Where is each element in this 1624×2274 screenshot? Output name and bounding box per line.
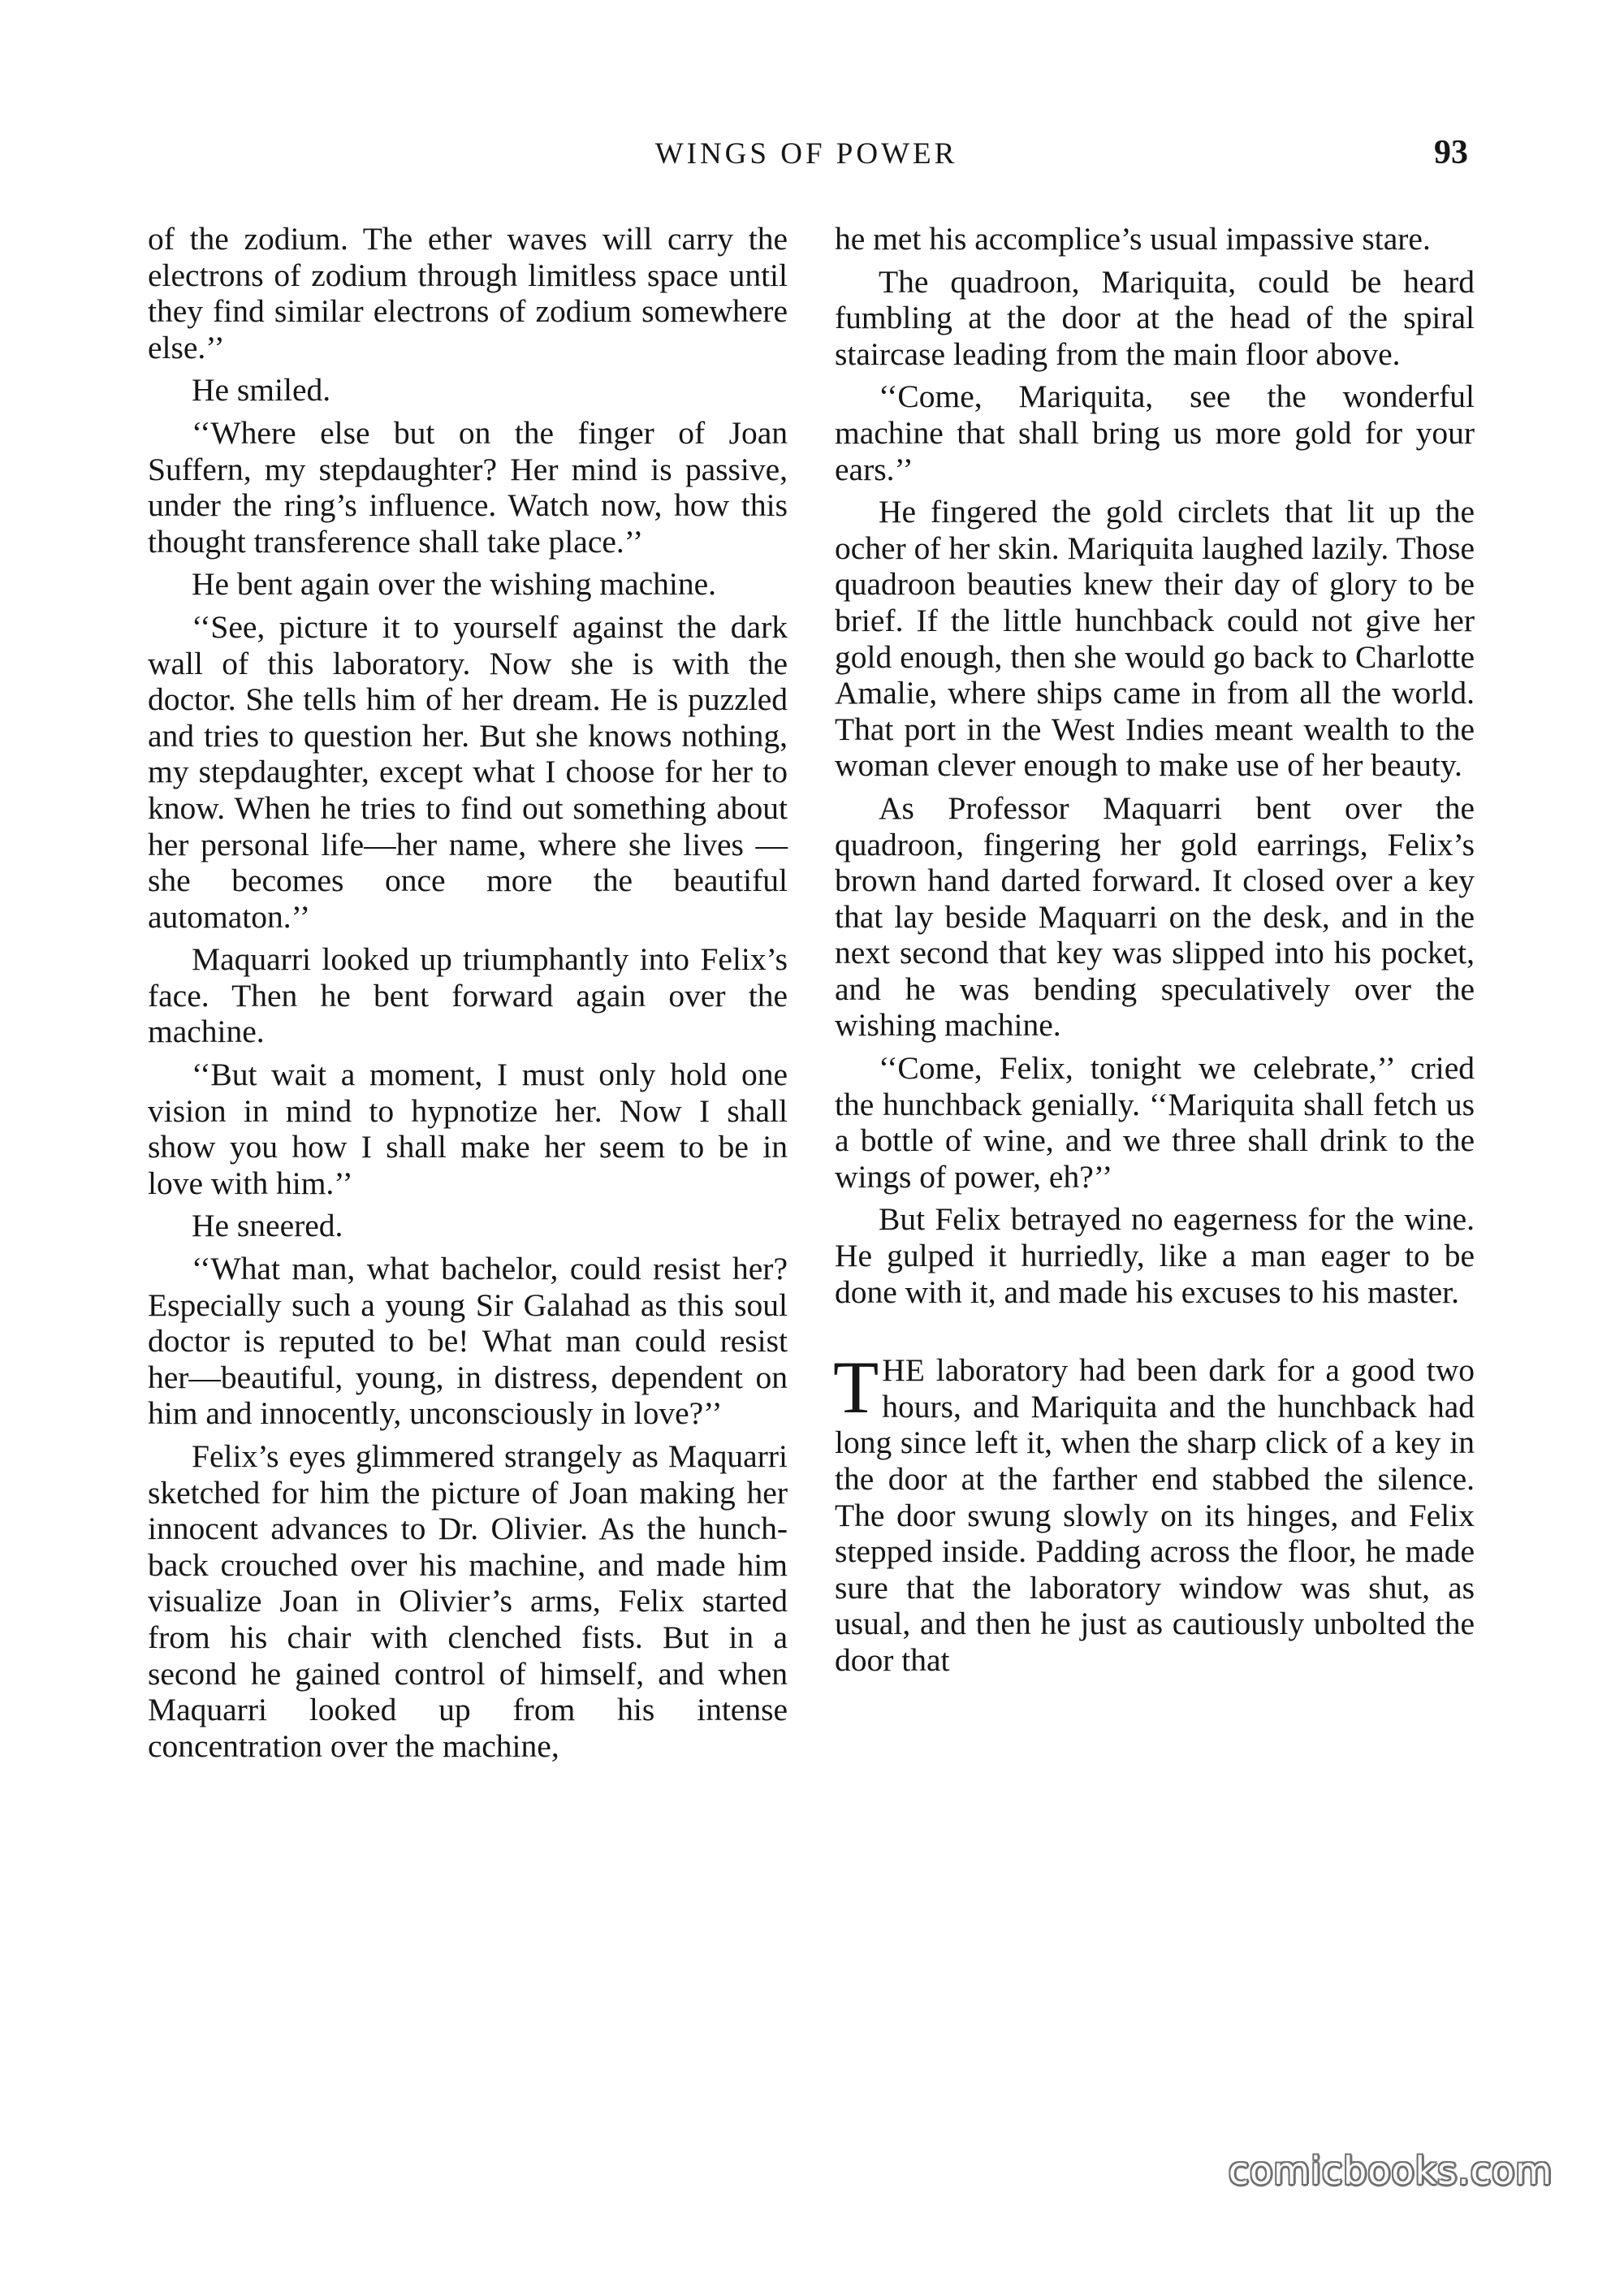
paragraph: Maquarri looked up triumphantly into Felix’s face. Then he bent forward again over the machine.: [148, 941, 788, 1050]
paragraph: He smiled.: [192, 372, 331, 409]
right-column: [835, 221, 1475, 1679]
page-header: [145, 136, 1468, 185]
paragraph: He bent again over the wishing machine.: [192, 566, 717, 603]
left-column: [148, 221, 788, 1764]
page-number: 93: [1434, 134, 1468, 171]
paragraph: Felix’s eyes glimmered strangely as Maquarri sketched for him the picture of Joan making her innocent advances to Dr. Olivier. As the hunchback crouched over his machine, and made him visualize Joan in Olivier’s arms, Felix started from his chair with clenched fists. But in a second he gained control of himself, and when Maquarri looked up from his intense concentration over the machine,: [148, 1438, 788, 1764]
paragraph: ‘‘Where else but on the finger of Joan Suffern, my stepdaughter? Her mind is passive, under the ring’s influence. Watch now, how this thought transference shall take place.’’: [148, 414, 788, 560]
paragraph: He sneered.: [192, 1208, 343, 1244]
paragraph: But Felix betrayed no eagerness for the wine. He gulped it hurriedly, like a man eager to be done with it, and made his excuses to his master.: [835, 1201, 1475, 1310]
paragraph: ‘‘But wait a moment, I must only hold one vision in mind to hypnotize her. Now I shall show you how I shall make her seem to be in love with him.’’: [148, 1057, 788, 1201]
watermark: comicbooks.com: [1228, 2149, 1553, 2193]
drop-cap: T: [833, 1346, 879, 1429]
paragraph: ‘‘See, picture it to yourself against the dark wall of this laboratory. Now she is with the doctor. She tells him of her dream. He is puzzled and tries to question her. But she knows nothing, my stepdaughter, except what I choose for her to know. When he tries to find out something about her personal life—her name, where she lives —she becomes once more the beautiful automaton.’’: [148, 608, 788, 935]
paragraph: He fingered the gold circlets that lit up the ocher of her skin. Mariquita laughed lazily. Those quadroon beauties knew their day of glory to be brief. If the little hunchback could not give her gold enough, then she would go back to Charlotte Amalie, where ships came in from all the world. That port in the West Indies meant wealth to the woman clever enough to make use of her beauty.: [835, 494, 1475, 784]
paragraph: he met his accomplice’s usual impassive stare.: [835, 221, 1431, 257]
paragraph: As Professor Maquarri bent over the quadroon, fingering her gold earrings, Felix’s brown hand darted forward. It closed over a key that lay beside Maquarri on the desk, and in the next second that key was slipped into his pocket, and he was bending speculatively over the wishing machine.: [835, 789, 1475, 1044]
section-paragraph: [833, 1346, 1475, 1678]
paragraph: of the zodium. The ether waves will carry the electrons of zodium through limitless space until they find similar electrons of zodium somewhere else.’’: [148, 221, 788, 365]
section-text: HE laboratory had been dark for a good two hours, and Mariquita and the hunchback had long since left it, when the sharp click of a key in the door at the farther end stabbed the silence. The door swung slowly on its hinges, and Felix stepped inside. Padding across the floor, he made sure that the laboratory window was shut, as usual, and then he just as cautiously unbolted the door that: [835, 1352, 1475, 1678]
paragraph: ‘‘What man, what bachelor, could resist her? Especially such a young Sir Galahad as this soul doctor is reputed to be! What man could resist her—beautiful, young, in distress, dependent on him and innocently, unconsciously in love?’’: [148, 1251, 788, 1432]
paragraph: ‘‘Come, Mariquita, see the wonderful machine that shall bring us more gold for your ears.’’: [835, 378, 1475, 487]
paragraph: ‘‘Come, Felix, tonight we celebrate,’’ cried the hunchback genially. ‘‘Mariquita shall fetch us a bottle of wine, and we three shall drink to the wings of power, eh?’’: [835, 1050, 1475, 1195]
paragraph: The quadroon, Mariquita, could be heard fumbling at the door at the head of the spiral staircase leading from the main floor above.: [835, 263, 1475, 372]
running-title: WINGS OF POWER: [654, 137, 958, 171]
